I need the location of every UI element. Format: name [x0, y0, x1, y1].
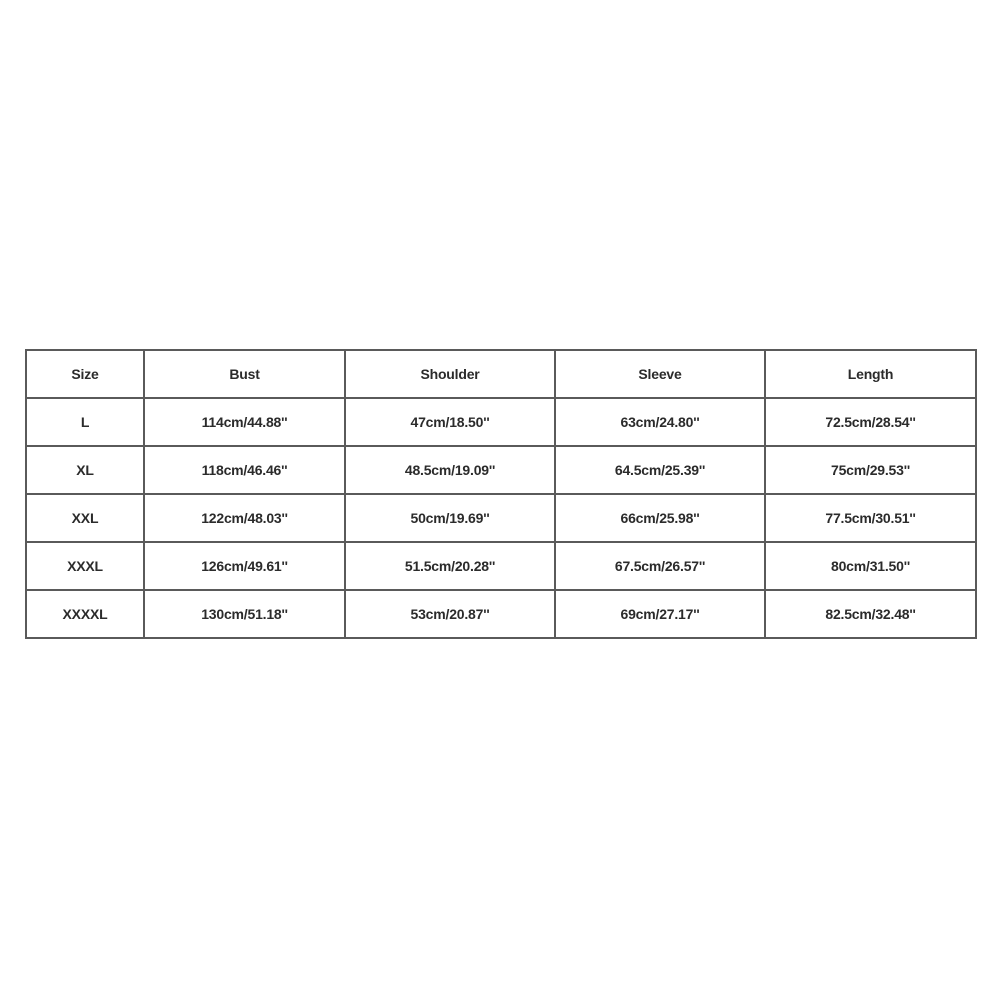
- cell-size: XXXL: [26, 542, 144, 590]
- cell-size: XXXXL: [26, 590, 144, 638]
- cell-shoulder: 50cm/19.69'': [345, 494, 555, 542]
- cell-shoulder: 51.5cm/20.28'': [345, 542, 555, 590]
- cell-sleeve: 64.5cm/25.39'': [555, 446, 765, 494]
- header-bust: Bust: [144, 350, 345, 398]
- table-row: [26, 398, 976, 446]
- cell-bust: 126cm/49.61'': [144, 542, 345, 590]
- cell-shoulder: 47cm/18.50'': [345, 398, 555, 446]
- cell-bust: 114cm/44.88'': [144, 398, 345, 446]
- cell-shoulder: 53cm/20.87'': [345, 590, 555, 638]
- cell-sleeve: 63cm/24.80'': [555, 398, 765, 446]
- cell-bust: 130cm/51.18'': [144, 590, 345, 638]
- cell-length: 80cm/31.50'': [765, 542, 976, 590]
- cell-size: L: [26, 398, 144, 446]
- header-length: Length: [765, 350, 976, 398]
- cell-length: 75cm/29.53'': [765, 446, 976, 494]
- table-row: [26, 542, 976, 590]
- size-chart-table: [25, 349, 977, 639]
- cell-bust: 122cm/48.03'': [144, 494, 345, 542]
- table-header-row: [26, 350, 976, 398]
- header-shoulder: Shoulder: [345, 350, 555, 398]
- table-row: [26, 446, 976, 494]
- table-row: [26, 494, 976, 542]
- table-row: [26, 590, 976, 638]
- cell-shoulder: 48.5cm/19.09'': [345, 446, 555, 494]
- cell-sleeve: 69cm/27.17'': [555, 590, 765, 638]
- cell-length: 82.5cm/32.48'': [765, 590, 976, 638]
- cell-bust: 118cm/46.46'': [144, 446, 345, 494]
- cell-size: XXL: [26, 494, 144, 542]
- cell-length: 77.5cm/30.51'': [765, 494, 976, 542]
- header-size: Size: [26, 350, 144, 398]
- cell-length: 72.5cm/28.54'': [765, 398, 976, 446]
- cell-size: XL: [26, 446, 144, 494]
- header-sleeve: Sleeve: [555, 350, 765, 398]
- cell-sleeve: 67.5cm/26.57'': [555, 542, 765, 590]
- cell-sleeve: 66cm/25.98'': [555, 494, 765, 542]
